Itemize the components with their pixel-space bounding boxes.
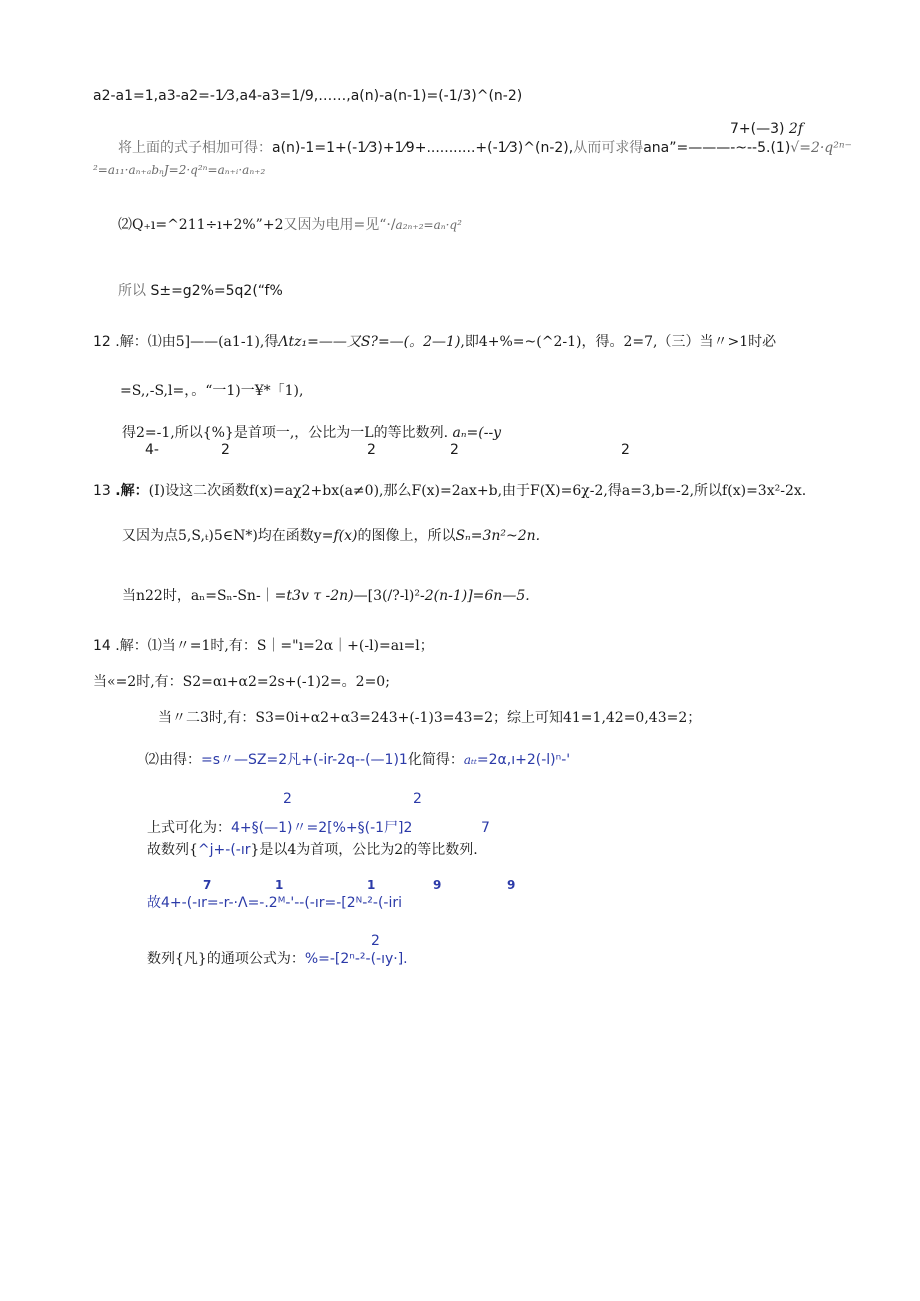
line-9 (122, 424, 501, 442)
line-5-q: ⑵Q₊ı=^211÷ı+2%”+2 (118, 217, 284, 233)
line-13-part-b: —[3(/?-l)² (353, 588, 420, 604)
line-12-text: 又因为点5,S,ₜ)5∈N*)均在函数y= (122, 528, 334, 544)
line-21-7: 7 (203, 878, 212, 892)
line-17-simplify: 化简得： (407, 752, 464, 768)
line-11-solution: .解： (115, 483, 149, 499)
line-22: 故4+-(-ır=-r-·Λ=-.2ᴹ-'--(-ır=-[2ᴺ-²-(-iri (147, 895, 402, 911)
line-13-part-c: -2(n-1)] (419, 588, 473, 604)
line-14-text: .解：⑴当〃=1时,有：S｜="ı=2α｜+(-l)=aı=l； (115, 638, 434, 654)
line-5 (118, 216, 462, 234)
problem-number-14: 14 (93, 638, 111, 654)
line-7-s: S?=—(。2—1) (360, 334, 461, 350)
line-19-formula: 4+§(—1)〃=2[%+§(-1尸]2 (231, 820, 413, 836)
line-10-2a: 2 (221, 442, 230, 458)
line-12-sn: Sₙ=3n²~2n. (455, 528, 541, 544)
line-7-lambda: Λtz₁=—— (278, 334, 347, 350)
line-24-formula: %=-[2ⁿ-²-(-ıy·]. (304, 951, 408, 967)
line-11 (93, 482, 806, 500)
line-17-a: aₜₜ (463, 753, 477, 767)
line-21-9a: 9 (433, 878, 442, 892)
line-10-2b: 2 (367, 442, 376, 458)
line-17-result: =2α,ı+2(-l)ⁿ-' (476, 752, 571, 768)
line-2-fraction-tail: 2f (788, 121, 804, 137)
line-7-tail: ,即4+%=~(^2-1)，得。2=7,（三）当〃>1时必 (460, 334, 777, 350)
problem-number-13: 13 (93, 483, 111, 499)
line-19-7: 7 (481, 820, 490, 836)
line-10-2d: 2 (621, 442, 630, 458)
line-13-when: 当n22时，aₙ=Sₙ-Sn-｜= (122, 588, 287, 604)
line-3-intro: 将上面的式子相加可得： (118, 140, 272, 156)
line-9-text: 得2=-1,所以{%}是首项一,，公比为一L的等比数列. (122, 425, 449, 441)
line-9-formula: aₙ=(--y (452, 425, 502, 441)
line-16: 当〃二3时,有：S3=0i+α2+α3=243+(-1)3=43=2；综上可知41=1,42=0,43=2； (158, 710, 702, 726)
line-2-fraction-top (730, 120, 803, 138)
line-10-4: 4- (145, 442, 159, 458)
line-3-result: ana”=———-~--5.(1) (643, 140, 791, 156)
line-15: 当«=2时,有：S2=αı+α2=2s+(-1)2=。2=0; (93, 674, 390, 690)
line-7 (93, 333, 776, 351)
line-20 (147, 841, 478, 859)
line-17-eq: =s〃—SZ=2凡+(-ir-2q--(—1)1 (201, 752, 408, 768)
line-23-2: 2 (371, 933, 380, 949)
line-13-result: =6n—5. (472, 588, 530, 604)
line-17 (145, 751, 570, 769)
line-18-2a: 2 (283, 791, 292, 807)
line-21-1a: 1 (275, 878, 284, 892)
line-24-text: 数列{凡}的通项公式为： (147, 951, 305, 967)
line-17-from: ⑵由得： (145, 752, 201, 768)
line-3-thus: 从而可求得 (573, 140, 644, 156)
line-19 (147, 819, 412, 837)
line-19-text: 上式可化为： (147, 820, 231, 836)
line-18-2b: 2 (413, 791, 422, 807)
line-21-9b: 9 (507, 878, 516, 892)
line-5-because: 又因为电用=见“·/ (283, 217, 396, 233)
line-20-c: }是以4为首项，公比为2的等比数列. (250, 842, 478, 858)
line-3 (118, 139, 852, 157)
line-8: =S,,-S,l=，。“一1)一¥*「1), (120, 383, 304, 399)
line-13 (122, 587, 530, 605)
line-24 (147, 950, 408, 968)
line-3-tail: √=2·q²ⁿ⁻ (790, 140, 852, 156)
line-12-fx: f(x) (333, 528, 358, 544)
line-7-also: 又 (346, 334, 361, 350)
line-1: a2-a1=1,a3-a2=-1⁄3,a4-a3=1/9,……,a(n)-a(n-1)=(-1/3)^(n-2) (93, 88, 523, 104)
line-13-part-a: t3v τ -2n) (286, 588, 354, 604)
line-20-b: ^j+-(-ır (197, 842, 251, 858)
line-3-sum: a(n)-1=1+(-1⁄3)+1⁄9+...........+(-1⁄3)^(n-2), (272, 140, 574, 156)
line-21-1b: 1 (367, 878, 376, 892)
line-11-text: (I)设这二次函数f(x)=aχ2+bx(a≠0),那么F(x)=2ax+b,由于F(X)=6χ-2,得a=3,b=-2,所以f(x)=3x²-2x. (148, 483, 807, 499)
line-7-solution: .解：⑴由5]——(a1-1),得 (115, 334, 279, 350)
problem-number-12: 12 (93, 334, 111, 350)
line-14 (93, 637, 434, 655)
line-12-mid: 的图像上，所以 (357, 528, 456, 544)
line-12 (122, 527, 540, 545)
line-10-2c: 2 (450, 442, 459, 458)
line-6-so: 所以 (118, 283, 146, 299)
line-4: ²=a₁₁·aₙ₊ₐbₙJ=2·q²ⁿ=aₙ₊ᵢ·aₙ₊₂ (93, 163, 266, 177)
line-5-formula: a₂ₙ₊₂=aₙ·q² (395, 218, 462, 232)
line-6 (118, 282, 283, 300)
line-6-formula: S±=g2%=5q2(“f% (150, 283, 283, 299)
line-20-a: 故数列{ (147, 842, 198, 858)
line-2-fraction-numerator: 7+(—3) (730, 121, 785, 137)
